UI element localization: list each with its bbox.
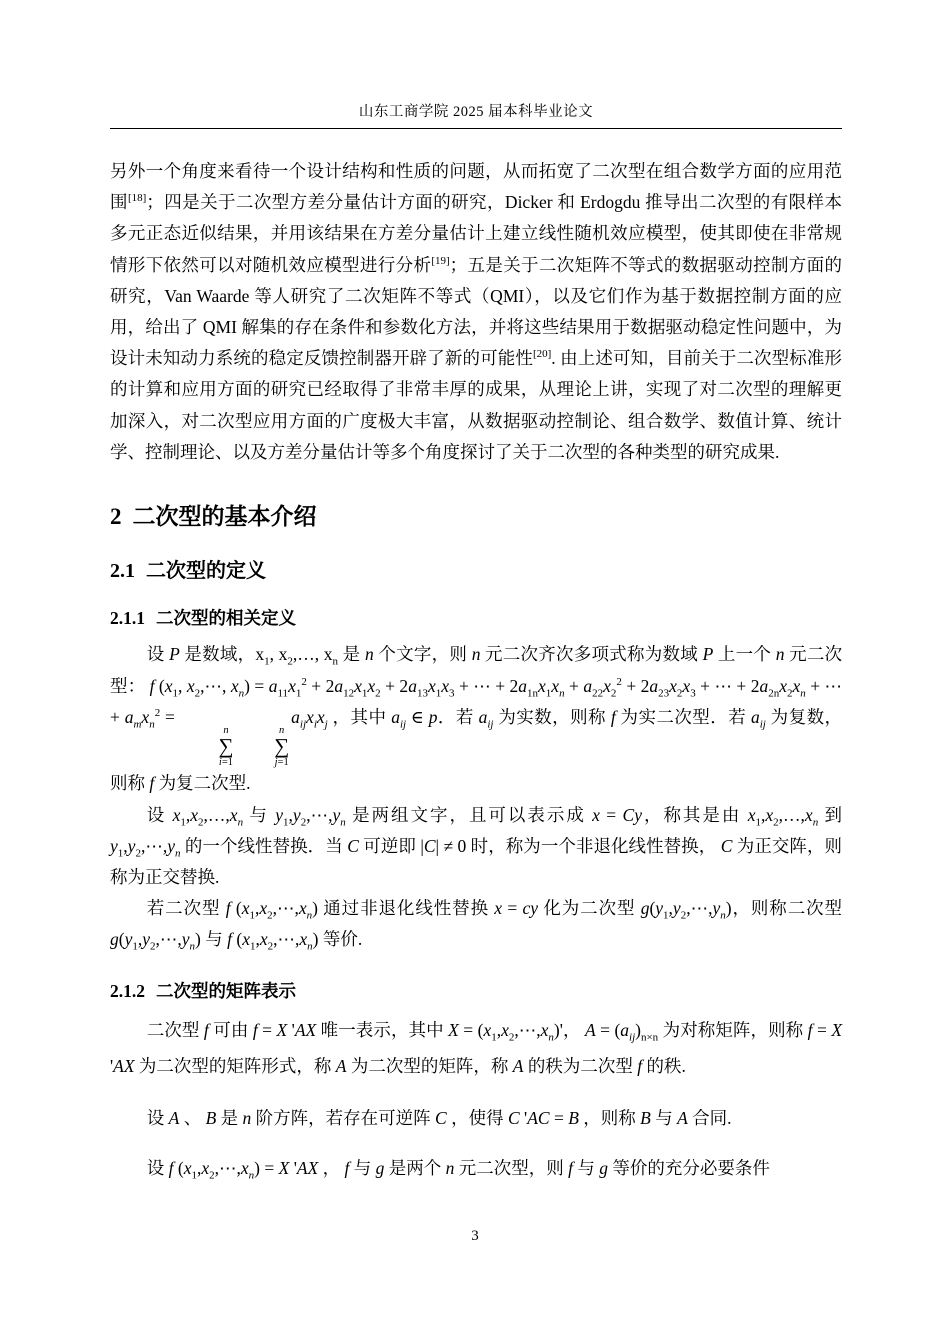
section-title: 二次型的矩阵表示	[156, 980, 296, 1001]
section-heading-2-1-2	[110, 980, 842, 1003]
section-number: 2.1	[110, 559, 135, 582]
page-number: 3	[471, 1228, 479, 1244]
section-title: 二次型的基本介绍	[132, 504, 317, 530]
section-number: 2	[110, 504, 122, 530]
section-number: 2.1.1	[110, 607, 145, 628]
page-header	[110, 100, 842, 129]
section-heading-2	[110, 503, 842, 531]
section-title: 二次型的定义	[146, 559, 266, 582]
section-heading-2-1-1	[110, 607, 842, 630]
paragraph-definition-3: 若二次型 f $(x_1,x_2,\cdots,x_n)$ 通过非退化线性替换 x = cy 化为二次型 $g(y_1,y_2,\cdots,y_n)$，则称二次型 $g(y_1,y_2,\cdots,y_n)$ 与 f $(x_1,x_2,\cdots,x_n)$ 等价.	[110, 898, 843, 953]
page-content	[110, 156, 842, 1185]
header-title: 山东工商学院 2025 届本科毕业论文	[358, 104, 594, 120]
paragraph-definition-2: 设 $x_1,x_2,\dots,x_n$ 与 $y_1,y_2,\cdots,y_n$ 是两组文字，且可以表示成 x = Cy，称其是由 $x_1,x_2,\dots,x_n$ 到 $y_1,y_2,\cdots,y_n$ 的一个线性替换．当 C 可逆即 |C| ≠ 0 时，称为一个非退化线性替换， C 为正交阵，则称为正交替换.	[110, 804, 843, 887]
paragraph-intro: 另外一个角度来看待一个设计结构和性质的问题，从而拓宽了二次型在组合数学方面的应用范围[18]；四是关于二次型方差分量估计方面的研究，Dicker 和 Erdogdu 推导出二次型的有限样本多元正态近似结果，并用该结果在方差分量估计上建立线性随机效应模型，使其即使在非常规情形下依然可以对随机效应模型进行分析[19]；五是关于二次矩阵不等式的数据驱动控制方面的研究，Van Waarde 等人研究了二次矩阵不等式（QMI），以及它们作为基于数据控制方面的应用，给出了 QMI 解集的存在条件和参数化方法，并将这些结果用于数据驱动稳定性问题中，为设计未知动力系统的稳定反馈控制器开辟了新的可能性[20]. 由上述可知，目前关于二次型标准形的计算和应用方面的研究已经取得了非常丰厚的成果，从理论上讲，实现了对二次型的理解更加深入，对二次型应用方面的广度极大丰富，从数据驱动控制论、组合数学、数值计算、统计学、控制理论、以及方差分量估计等多个角度探讨了关于二次型的各种类型的研究成果.	[110, 161, 843, 462]
paragraph-matrix-1: 二次型 f 可由 f = X 'AX 唯一表示，其中 $X = (x_1,x_2,\cdots,x_n)'$， $A = (a_{ij})_{n\times n}$ 为对称矩阵，则称 f = X 'AX 为二次型的矩阵形式，称 A 为二次型的矩阵，称 A 的秩为二次型 f 的秩.	[110, 1020, 843, 1077]
paragraph-matrix-3: 设 f $(x_1,x_2,\cdots,x_n) = X$ 'AX ， f 与 g 是两个 n 元二次型，则 f 与 g 等价的充分必要条件	[146, 1158, 770, 1182]
page-footer	[0, 1228, 950, 1245]
section-heading-2-1	[110, 559, 842, 583]
section-title: 二次型的相关定义	[156, 607, 296, 628]
paragraph-definition-1: 设 P 是数域，$x_1$, $x_2,\dots$, $x_n$ 是 n 个文字，则 n 元二次齐次多项式称为数域 P 上一个 n 元二次型： f ($x_1$, $x_2,\cdots$, $x_n) = a_{11}x_1^2 + 2a_{12}x_1x_2 + 2a_{13}x_1x_3$ + ⋯ + $2a_{1n}x_1x_n + a_{22}x_2^2 + 2a_{23}x_2x_3$ + ⋯ + $2a_{2n}x_2x_n$ + ⋯ + $a_mx_n^2$ = n ∑ i=1 n ∑ j=1 $a_{ij}x_ix_j$ ，其中 $a_{ij}$ ∈ p．若 $a_{ij}$ 为实数，则称 f 为实二次型．若 $a_{ij}$ 为复数，则称 f 为复二次型.	[110, 644, 843, 794]
section-number: 2.1.2	[110, 980, 145, 1001]
paragraph-matrix-2: 设 A 、 B 是 n 阶方阵，若存在可逆阵 C ，使得 C 'AC = B ，则称 B 与 A 合同.	[146, 1108, 732, 1129]
